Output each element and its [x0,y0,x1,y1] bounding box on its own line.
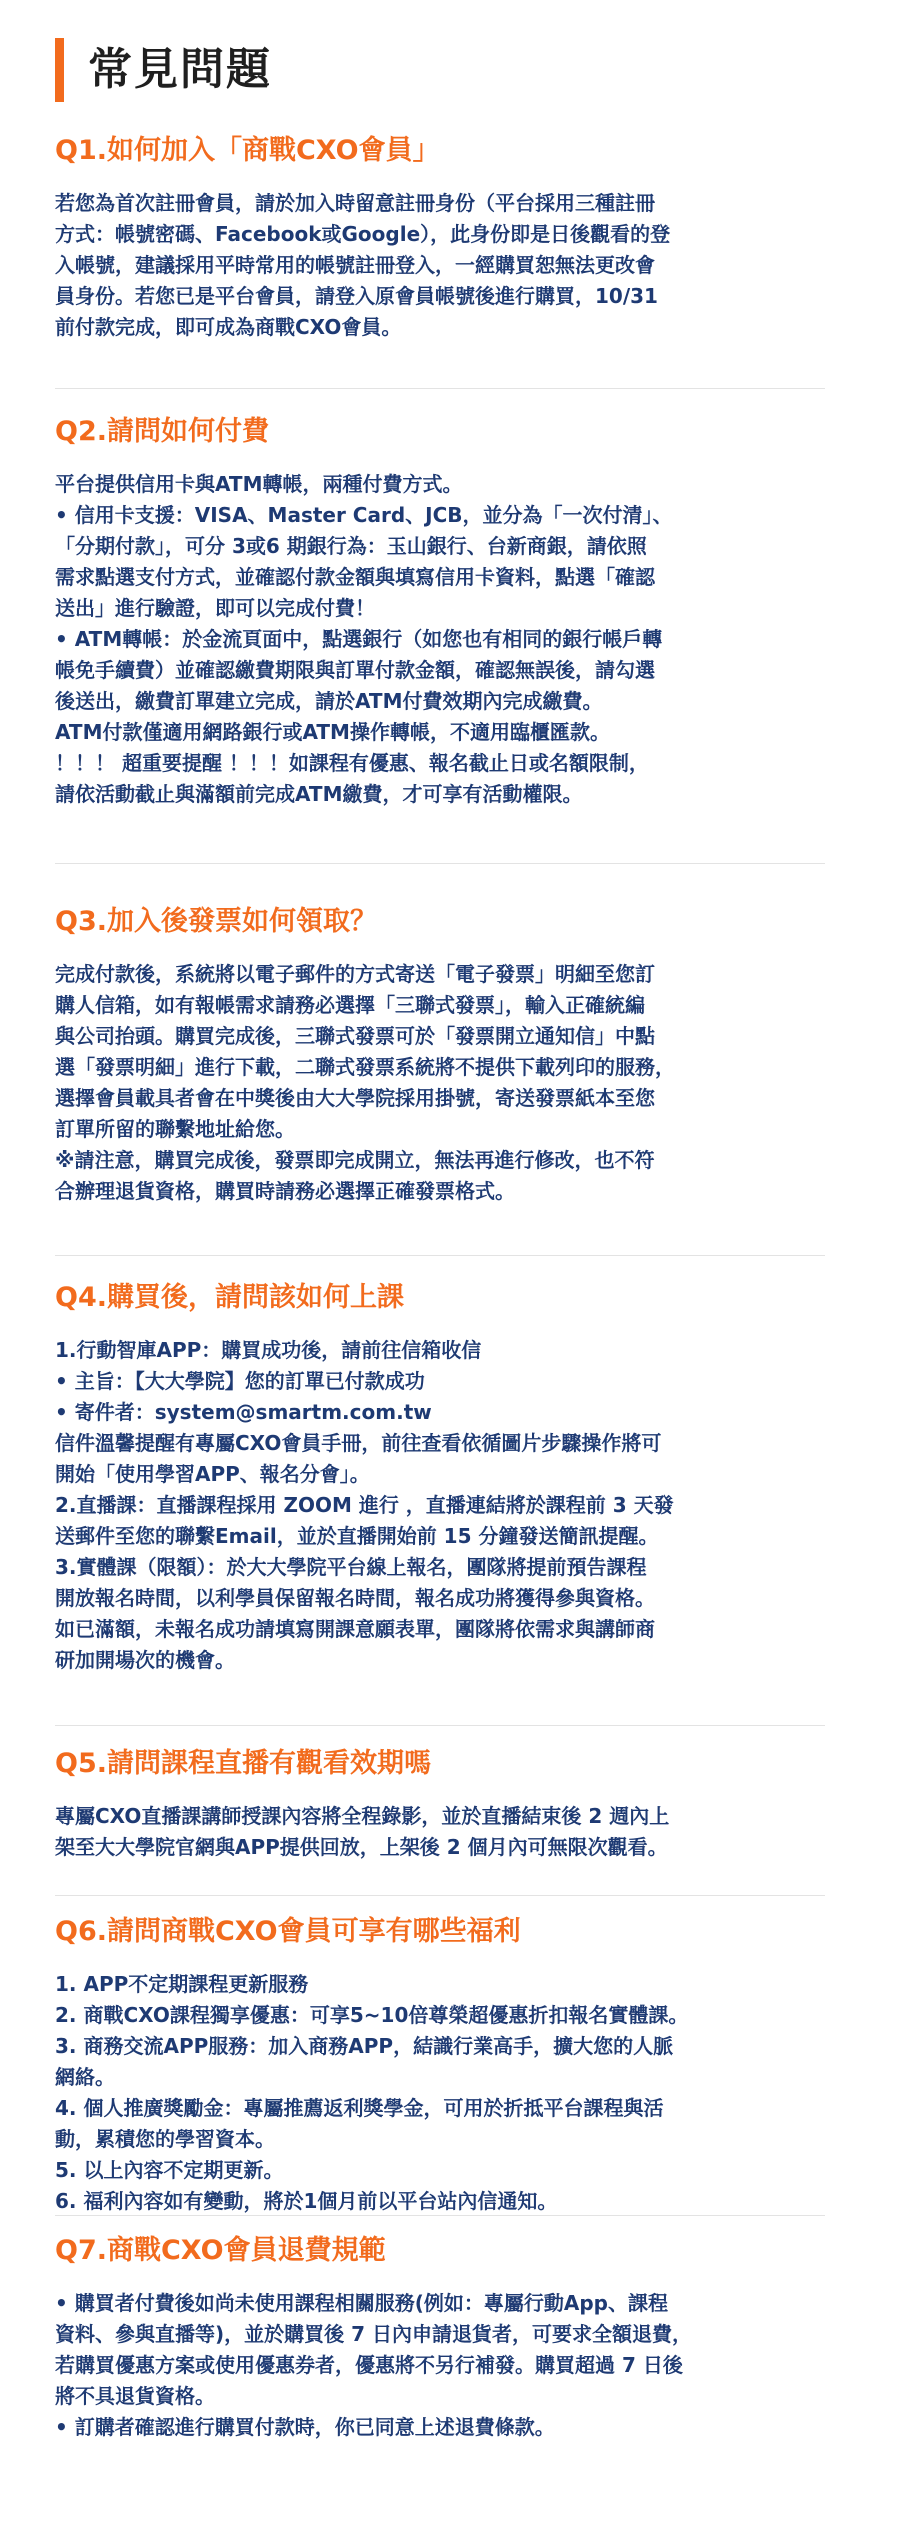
faq-answer-line: • 寄件者：system@smartm.com.tw [55,1400,432,1424]
faq-answer-line: 若購買優惠方案或使用優惠券者，優惠將不另行補發。購買超過 7 日後 [55,2353,683,2377]
faq-answer-line: 信件溫馨提醒有專屬CXO會員手冊，前往查看依循圖片步驟操作將可 [55,1431,662,1455]
divider [55,1725,825,1726]
faq-item-q7 [55,2232,825,2443]
faq-answer-line: ATM付款僅適用網路銀行或ATM操作轉帳，不適用臨櫃匯款。 [55,720,610,744]
divider [55,388,825,389]
faq-question: Q6.請問商戰CXO會員可享有哪些福利 [55,1916,521,1947]
divider [55,2215,825,2216]
faq-answer-line: 將不具退貨資格。 [55,2384,215,2408]
faq-answer-line: 如已滿額，未報名成功請填寫開課意願表單，團隊將依需求與講師商 [55,1617,655,1641]
faq-answer-line: 網絡。 [55,2065,115,2089]
faq-answer-line: ！！！ 超重要提醒 ！！！如課程有優惠、報名截止日或名額限制， [55,751,649,775]
divider [55,1255,825,1256]
faq-question: Q1.如何加入「商戰CXO會員」 [55,135,440,166]
faq-answer-line: 訂單所留的聯繫地址給您。 [55,1117,295,1141]
faq-item-q4 [55,1279,825,1676]
faq-answer-line: 平台提供信用卡與ATM轉帳，兩種付費方式。 [55,472,463,496]
faq-answer-line: 3.實體課（限額）：於大大學院平台線上報名，團隊將提前預告課程 [55,1555,647,1579]
faq-answer-line: 前付款完成，即可成為商戰CXO會員。 [55,315,402,339]
faq-answer-line: 專屬CXO直播課講師授課內容將全程錄影，並於直播結束後 2 週內上 [55,1804,670,1828]
faq-answer-line: 入帳號，建議採用平時常用的帳號註冊登入，一經購買恕無法更改會 [55,253,655,277]
faq-answer-line: 送郵件至您的聯繫Email，並於直播開始前 15 分鐘發送簡訊提醒。 [55,1524,659,1548]
faq-answer-line: 資料、參與直播等)，並於購買後 7 日內申請退貨者，可要求全額退費， [55,2322,692,2346]
divider [55,1895,825,1896]
faq-answer-line: 與公司抬頭。購買完成後，三聯式發票可於「發票開立通知信」中點 [55,1024,655,1048]
page-title: 常見問題 [88,44,272,95]
faq-answer-line: • ATM轉帳：於金流頁面中，點選銀行（如您也有相同的銀行帳戶轉 [55,627,663,651]
faq-answer-line: 開始「使用學習APP、報名分會」。 [55,1462,370,1486]
faq-answer-line: 研加開場次的機會。 [55,1648,235,1672]
faq-answer-line: • 信用卡支援：VISA、Master Card、JCB，並分為「一次付清」、 [55,503,673,527]
faq-answer-line: 動，累積您的學習資本。 [55,2127,275,2151]
faq-answer-line: ※請注意，購買完成後，發票即完成開立，無法再進行修改，也不符 [55,1148,655,1172]
faq-answer-line: 6. 福利內容如有變動，將於1個月前以平台站內信通知。 [55,2189,558,2213]
faq-answer-line: 完成付款後，系統將以電子郵件的方式寄送「電子發票」明細至您訂 [55,962,655,986]
faq-question: Q3.加入後發票如何領取？ [55,906,377,937]
faq-item-q5 [55,1745,825,1863]
faq-answer-line: 購人信箱，如有報帳需求請務必選擇「三聯式發票」，輸入正確統編 [55,993,645,1017]
faq-answer-line: 後送出，繳費訂單建立完成，請於ATM付費效期內完成繳費。 [55,689,603,713]
faq-question: Q2.請問如何付費 [55,416,269,447]
faq-answer-line: 方式：帳號密碼、Facebook或Google），此身份即是日後觀看的登 [55,222,671,246]
faq-answer-line: 3. 商務交流APP服務：加入商務APP，結識行業高手，擴大您的人脈 [55,2034,674,2058]
faq-answer-line: • 主旨：【大大學院】您的訂單已付款成功 [55,1369,425,1393]
faq-answer-line: 5. 以上內容不定期更新。 [55,2158,284,2182]
faq-answer-line: 選擇會員載具者會在中獎後由大大學院採用掛號，寄送發票紙本至您 [55,1086,655,1110]
faq-item-q3 [55,903,825,1207]
faq-answer-line: 開放報名時間，以利學員保留報名時間，報名成功將獲得參與資格。 [55,1586,655,1610]
faq-answer-line: 4. 個人推廣獎勵金：專屬推薦返利獎學金，可用於折抵平台課程與活 [55,2096,664,2120]
faq-answer-line: 合辦理退貨資格，購買時請務必選擇正確發票格式。 [55,1179,515,1203]
faq-item-q2 [55,413,825,810]
faq-answer-line: 2.直播課：直播課程採用 ZOOM 進行 ，直播連結將於課程前 3 天發 [55,1493,674,1517]
faq-answer-line: 員身份。若您已是平台會員，請登入原會員帳號後進行購買，10/31 [55,284,658,308]
title-accent-bar [55,38,64,102]
faq-question: Q4.購買後，請問該如何上課 [55,1282,404,1313]
faq-question: Q5.請問課程直播有觀看效期嗎 [55,1748,431,1779]
faq-question: Q7.商戰CXO會員退費規範 [55,2235,386,2266]
faq-answer-line: 「分期付款」，可分 3或6 期銀行為：玉山銀行、台新商銀，請依照 [55,534,647,558]
faq-answer-line: 請依活動截止與滿額前完成ATM繳費，才可享有活動權限。 [55,782,583,806]
faq-item-q6 [55,1913,825,2217]
divider [55,863,825,864]
faq-answer-line: 1.行動智庫APP：購買成功後，請前往信箱收信 [55,1338,482,1362]
faq-answer-line: 選「發票明細」進行下載，二聯式發票系統將不提供下載列印的服務， [55,1055,675,1079]
faq-answer-line: 需求點選支付方式，並確認付款金額與填寫信用卡資料，點選「確認 [55,565,655,589]
faq-answer-line: 帳免手續費）並確認繳費期限與訂單付款金額，確認無誤後，請勾選 [55,658,655,682]
faq-answer-line: • 訂購者確認進行購買付款時，你已同意上述退費條款。 [55,2415,555,2439]
faq-answer-line: 若您為首次註冊會員，請於加入時留意註冊身份（平台採用三種註冊 [55,191,655,215]
faq-answer-line: 1. APP不定期課程更新服務 [55,1972,309,1996]
faq-answer-line: 架至大大學院官網與APP提供回放，上架後 2 個月內可無限次觀看。 [55,1835,668,1859]
faq-answer-line: • 購買者付費後如尚未使用課程相關服務(例如：專屬行動App、課程 [55,2291,668,2315]
faq-item-q1 [55,132,825,343]
faq-answer-line: 送出」進行驗證，即可以完成付費！ [55,596,375,620]
faq-answer-line: 2. 商戰CXO課程獨享優惠：可享5~10倍尊榮超優惠折扣報名實體課。 [55,2003,689,2027]
page-header [55,38,272,102]
